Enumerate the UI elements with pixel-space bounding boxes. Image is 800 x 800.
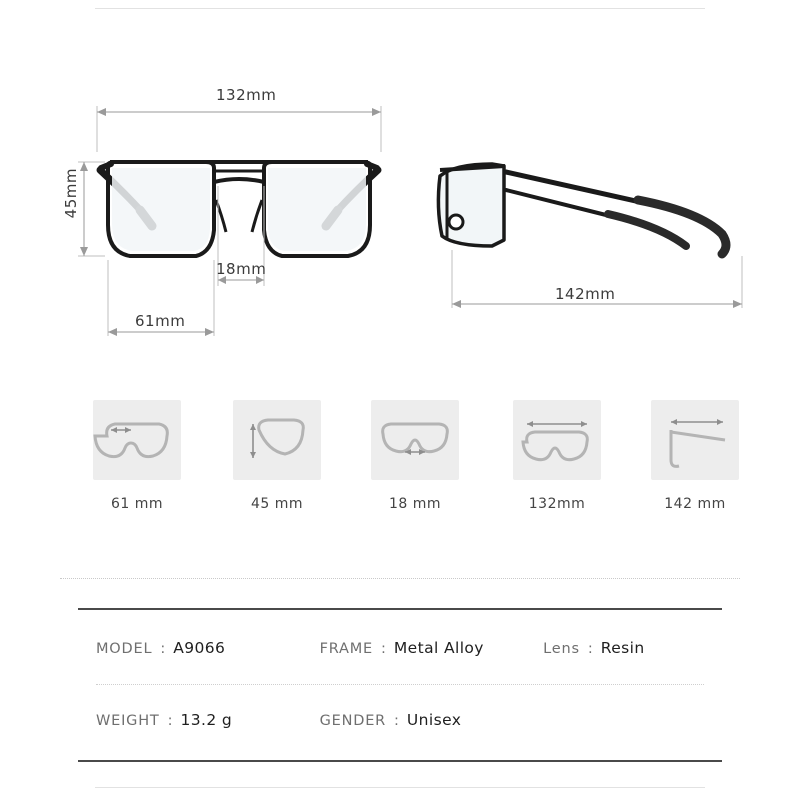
bottom-divider — [95, 787, 705, 788]
icon-caption-frame-width: 132mm — [528, 496, 586, 512]
icon-cell-bridge — [340, 400, 490, 512]
top-divider — [95, 8, 705, 9]
lens-width-icon — [93, 400, 181, 480]
icon-caption-bridge: 18 mm — [388, 496, 442, 512]
frame-width-icon — [513, 400, 601, 480]
temple-length-icon — [651, 400, 739, 480]
spec-model — [78, 639, 320, 657]
spec-gender — [320, 711, 544, 729]
front-view-glasses — [100, 162, 378, 256]
measurement-icon-row — [0, 400, 800, 540]
lens-height-icon — [233, 400, 321, 480]
spec-weight-key: WEIGHT — [96, 713, 160, 729]
spec-weight — [78, 711, 320, 729]
measurement-diagram — [0, 40, 800, 360]
icon-cell-lens-height — [202, 400, 352, 512]
diagram-svg — [0, 40, 800, 360]
spec-table — [78, 612, 722, 756]
total-width-label: 132mm — [216, 86, 277, 104]
bridge-width-label: 18mm — [216, 260, 267, 278]
side-view-glasses — [438, 164, 726, 254]
spec-weight-colon: : — [167, 713, 173, 729]
spec-frame-colon: : — [381, 641, 386, 657]
icon-caption-temple-length: 142 mm — [664, 496, 726, 512]
icon-caption-lens-height: 45 mm — [250, 496, 304, 512]
icon-caption-lens-width: 61 mm — [110, 496, 164, 512]
spec-weight-value: 13.2 g — [180, 711, 233, 729]
spec-frame-value: Metal Alloy — [393, 639, 484, 657]
icon-cell-temple-length — [620, 400, 770, 512]
icon-cell-lens-width — [62, 400, 212, 512]
spec-model-colon: : — [160, 641, 166, 657]
spec-gender-key: GENDER — [319, 713, 387, 729]
spec-model-value: A9066 — [173, 639, 226, 657]
icon-cell-frame-width — [482, 400, 632, 512]
spec-lens-colon: : — [587, 641, 593, 657]
spec-frame-key: FRAME — [319, 641, 373, 657]
lens-height-label: 45mm — [62, 168, 80, 219]
spec-gender-colon: : — [394, 713, 399, 729]
lens-width-label: 61mm — [135, 312, 186, 330]
bridge-width-icon — [371, 400, 459, 480]
spec-frame — [320, 639, 544, 657]
spec-gender-value: Unisex — [406, 711, 462, 729]
temple-length-label: 142mm — [555, 285, 616, 303]
spec-model-key: MODEL — [96, 641, 153, 657]
spec-row-2 — [78, 684, 722, 756]
spec-lens-value: Resin — [600, 639, 645, 657]
spec-lens — [543, 639, 722, 657]
spec-table-bottom-rule — [78, 760, 722, 762]
spec-table-top-rule — [78, 608, 722, 610]
spec-dotted-separator — [60, 578, 740, 579]
spec-lens-key: Lens — [543, 641, 580, 657]
spec-row-1 — [78, 612, 722, 684]
